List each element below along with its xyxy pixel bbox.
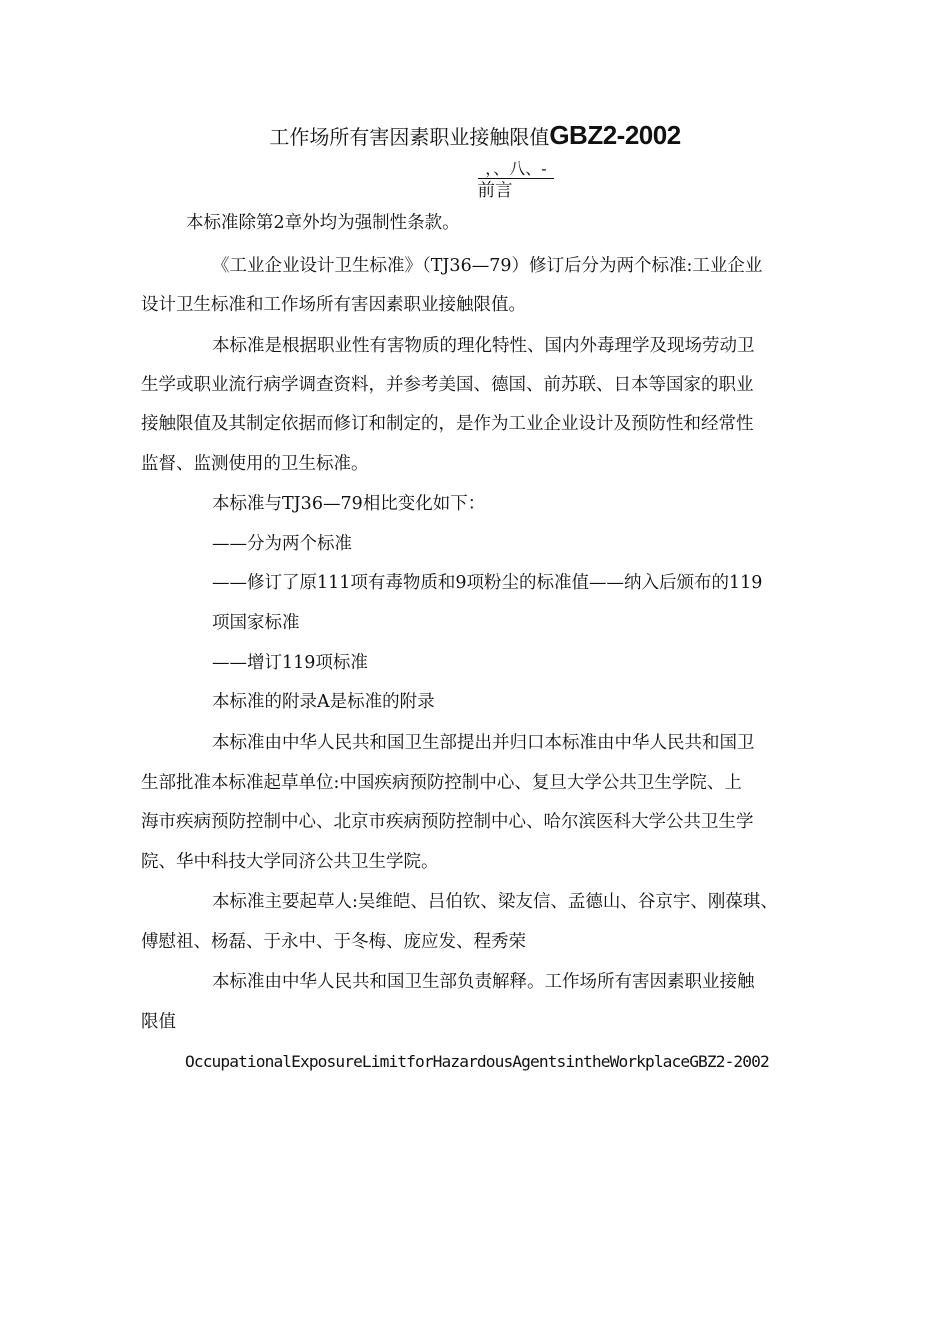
body-line: 本标准由中华人民共和国卫生部提出并归口本标准由中华人民共和国卫	[212, 733, 755, 753]
body-line: 限值	[141, 1012, 176, 1032]
ocr-artifact-text: ，、八、-	[485, 159, 547, 178]
body-line: 本标准由中华人民共和国卫生部负责解释。工作场所有害因素职业接触	[212, 972, 755, 992]
section-heading-foreword: 前言	[477, 181, 513, 201]
body-line: 《工业企业设计卫生标准》（TJ36—79）修订后分为两个标准:工业企业	[212, 256, 763, 276]
list-item-continuation: 项国家标准	[212, 613, 300, 633]
english-title-line: OccupationalExposureLimitforHazardousAgentsintheWorkplaceGBZ2-2002	[185, 1052, 769, 1071]
body-line: 傅慰祖、杨磊、于永中、于冬梅、庞应发、程秀荣	[141, 932, 526, 952]
body-line: 本标准是根据职业性有害物质的理化特性、国内外毒理学及现场劳动卫	[212, 336, 755, 356]
title-standard-code: GBZ2-2002	[549, 120, 681, 150]
list-item: ——增订119项标准	[212, 653, 368, 673]
body-line: 监督、监测使用的卫生标准。	[141, 454, 369, 474]
list-item: ——分为两个标准	[212, 534, 352, 554]
body-line: 接触限值及其制定依据而修订和制定的，是作为工业企业设计及预防性和经常性	[141, 414, 754, 434]
body-line: 生学或职业流行病学调查资料，并参考美国、德国、前苏联、日本等国家的职业	[141, 375, 754, 395]
body-line: 设计卫生标准和工作场所有害因素职业接触限值。	[141, 295, 526, 315]
list-item: ——修订了原111项有毒物质和9项粉尘的标准值——纳入后颁布的119	[212, 573, 763, 593]
document-title	[0, 118, 950, 154]
body-line: 本标准除第2章外均为强制性条款。	[186, 213, 460, 233]
body-line: 本标准的附录A是标准的附录	[212, 692, 435, 712]
body-line: 海市疾病预防控制中心、北京市疾病预防控制中心、哈尔滨医科大学公共卫生学	[141, 812, 754, 832]
body-line: 本标准与TJ36—79相比变化如下：	[212, 494, 486, 514]
body-line: 本标准主要起草人:吴维皑、吕伯钦、梁友信、孟德山、谷京宇、刚葆琪、	[212, 892, 778, 912]
title-chinese: 工作场所有害因素职业接触限值	[269, 125, 550, 149]
body-line: 生部批准本标准起草单位:中国疾病预防控制中心、复旦大学公共卫生学院、上	[141, 773, 742, 793]
body-line: 院、华中科技大学同济公共卫生学院。	[141, 852, 439, 872]
